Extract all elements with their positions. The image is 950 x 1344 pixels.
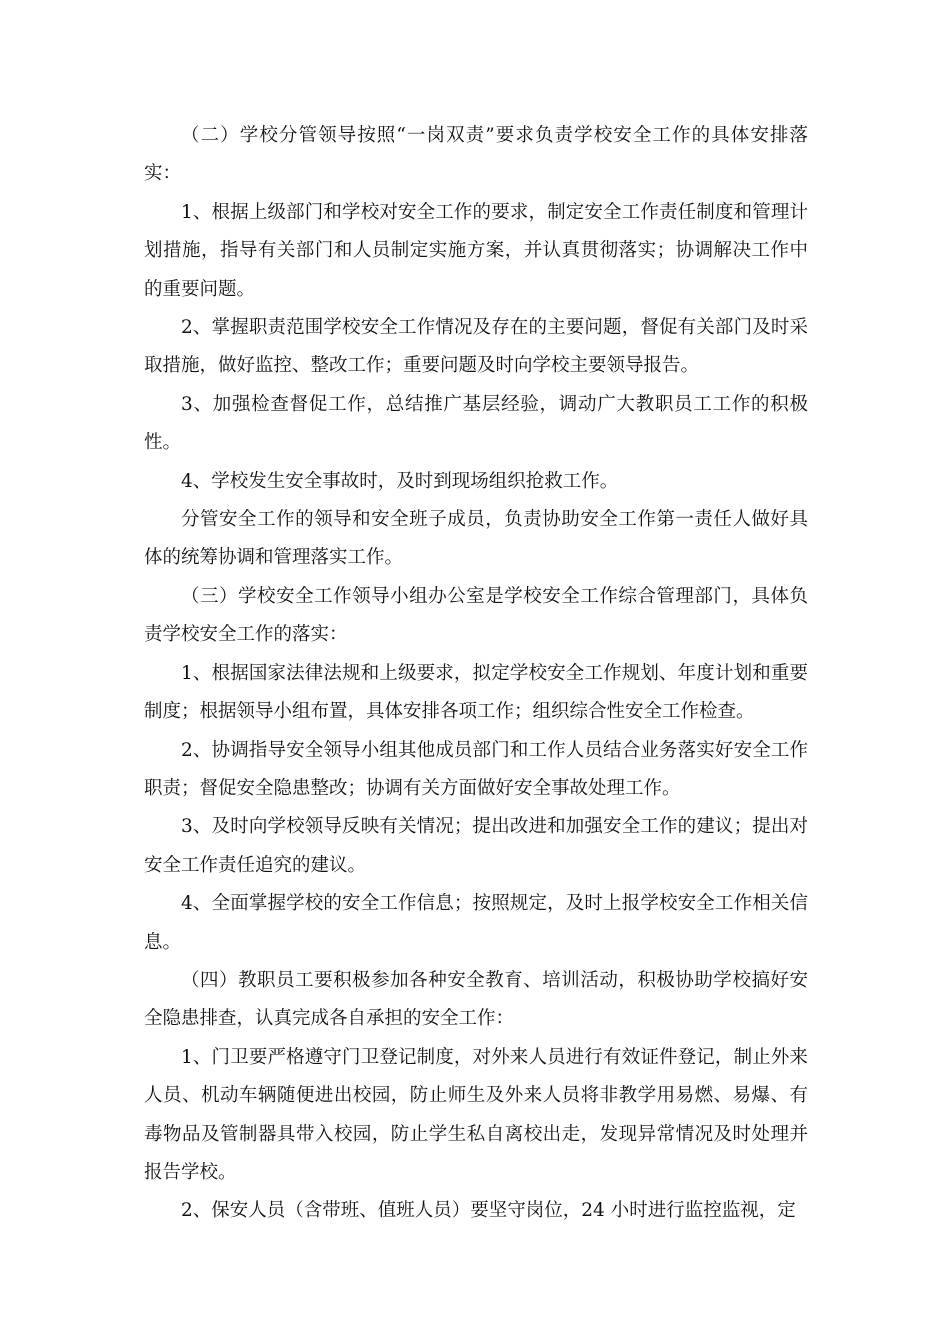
- paragraph-section-2-note: 分管安全工作的领导和安全班子成员，负责协助安全工作第一责任人做好具体的统筹协调和管理落实工作。: [144, 509, 808, 569]
- paragraph-section-3-item-3: 3、及时向学校领导反映有关情况；提出改进和加强安全工作的建议；提出对安全工作责任追究的建议。: [144, 816, 808, 876]
- paragraph-section-2-item-3: 3、加强检查督促工作，总结推广基层经验，调动广大教职员工工作的积极性。: [144, 393, 808, 454]
- document-body: [144, 117, 808, 1231]
- paragraph-section-3-item-2: 2、协调指导安全领导小组其他成员部门和工作人员结合业务落实好安全工作职责；督促安全隐患整改；协调有关方面做好安全事故处理工作。: [144, 739, 808, 799]
- paragraph-section-2-item-1: 1、根据上级部门和学校对安全工作的要求，制定安全工作责任制度和管理计划措施，指导有关部门和人员制定实施方案，并认真贯彻落实；协调解决工作中的重要问题。: [144, 201, 808, 300]
- paragraph-section-3-item-4: 4、全面掌握学校的安全工作信息；按照规定，及时上报学校安全工作相关信息。: [144, 893, 808, 953]
- paragraph-section-2-heading: （二）学校分管领导按照“一岗双责”要求负责学校安全工作的具体安排落实：: [144, 125, 808, 185]
- paragraph-section-3-item-1: 1、根据国家法律法规和上级要求，拟定学校安全工作规划、年度计划和重要制度；根据领导小组布置，具体安排各项工作；组织综合性安全工作检查。: [144, 662, 808, 723]
- paragraph-section-2-item-2: 2、掌握职责范围学校安全工作情况及存在的主要问题，督促有关部门及时采取措施，做好监控、整改工作；重要问题及时向学校主要领导报告。: [144, 317, 808, 377]
- paragraph-section-4-item-1: 1、门卫要严格遵守门卫登记制度，对外来人员进行有效证件登记，制止外来人员、机动车辆随便进出校园，防止师生及外来人员将非教学用易燃、易爆、有毒物品及管制器具带入校园，防止学生私自离校出走，发现异常情况及时处理并报告学校。: [144, 1046, 808, 1183]
- paragraph-section-3-heading: （三）学校安全工作领导小组办公室是学校安全工作综合管理部门，具体负责学校安全工作的落实：: [144, 585, 808, 646]
- paragraph-section-4-item-2: 2、保安人员（含带班、值班人员）要坚守岗位，24 小时进行监控监视，定: [181, 1200, 796, 1222]
- paragraph-section-4-heading: （四）教职员工要积极参加各种安全教育、培训活动，积极协助学校搞好安全隐患排查，认真完成各自承担的安全工作：: [144, 969, 808, 1030]
- paragraph-section-2-item-4: 4、学校发生安全事故时，及时到现场组织抢救工作。: [181, 470, 619, 492]
